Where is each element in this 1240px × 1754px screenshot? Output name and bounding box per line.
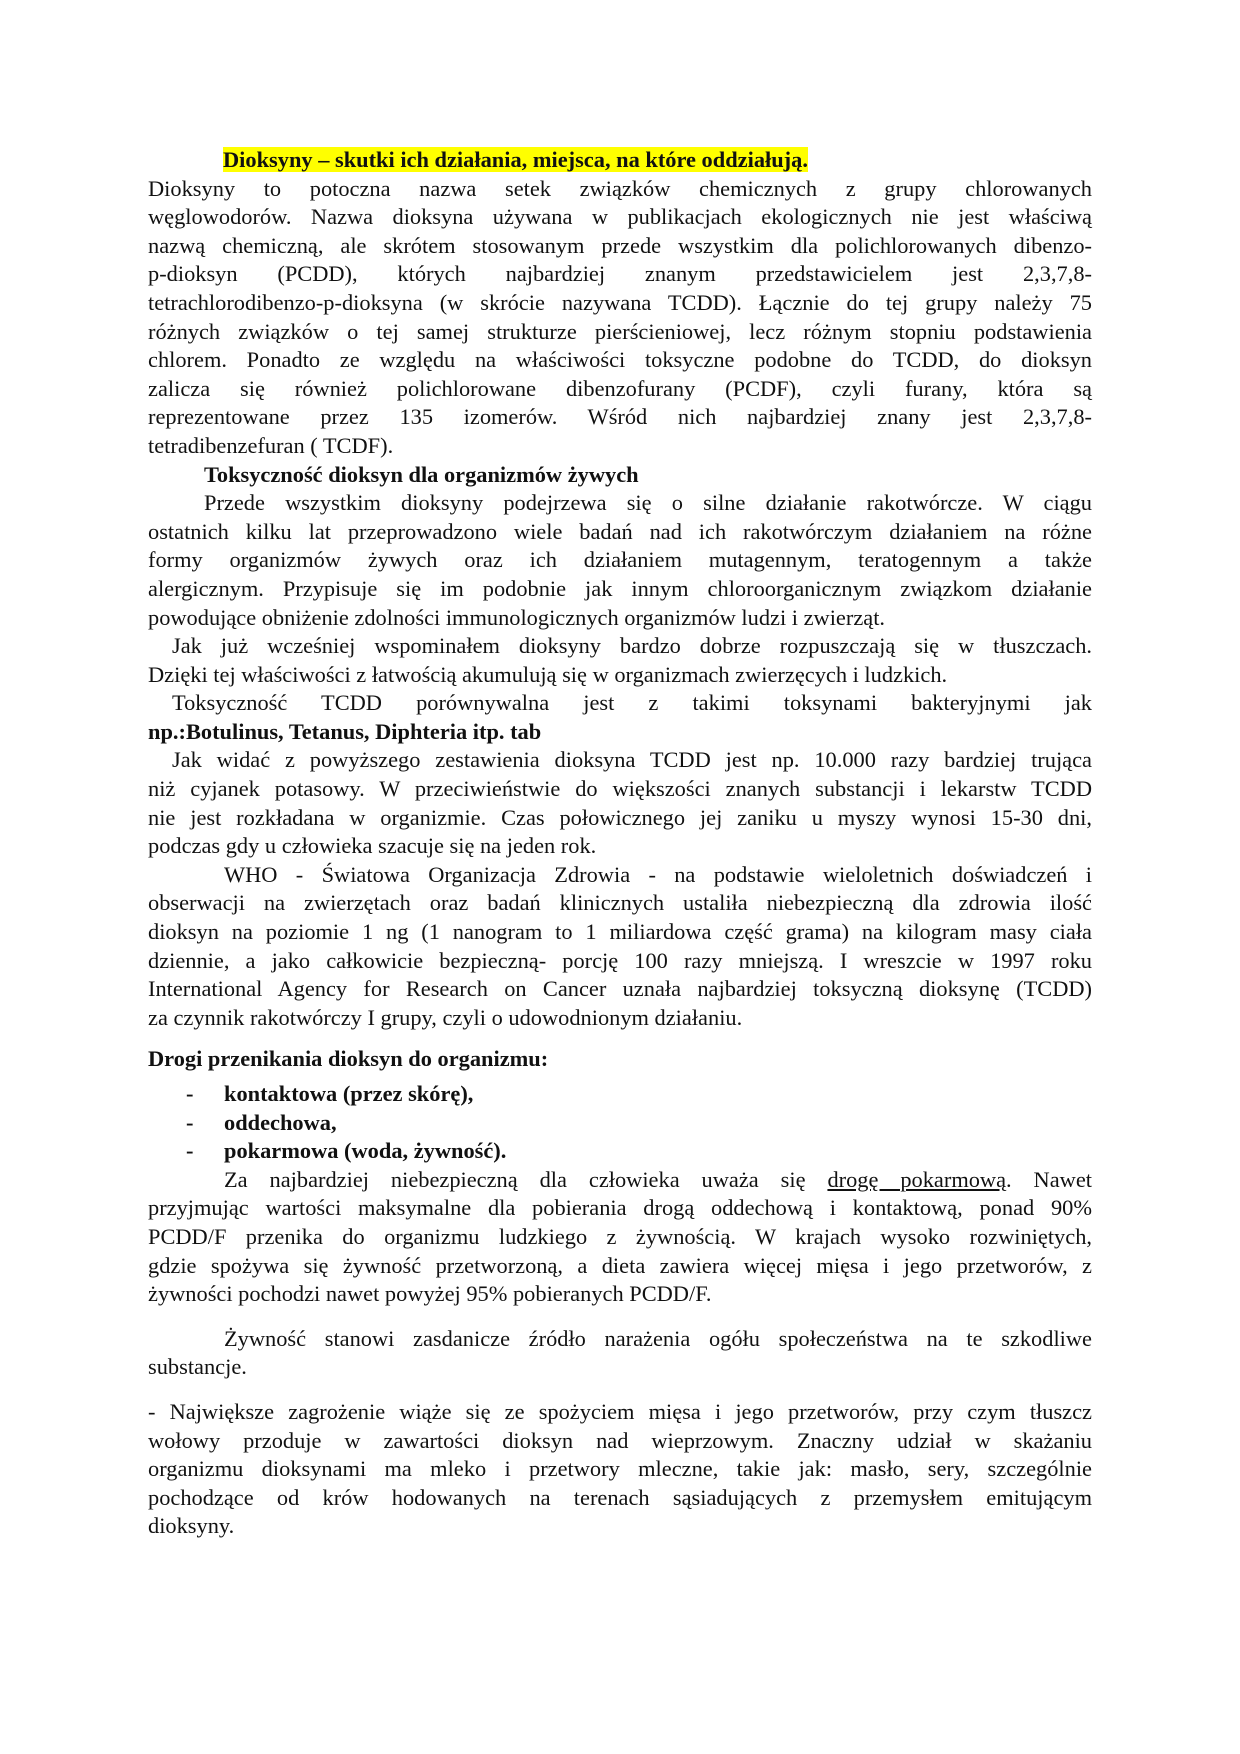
text-line: wołowy przoduje w zawartości dioksyn nad wieprzowym. Znaczny udział w skażaniu xyxy=(148,1427,1092,1453)
text-line: za czynnik rakotwórczy I grupy, czyli o udowodnionym działaniu. xyxy=(148,1004,743,1030)
underlined-term: drogę pokarmową xyxy=(827,1166,1007,1192)
text-line: Jak widać z powyższego zestawienia dioksyna TCDD jest np. 10.000 razy bardziej trująca xyxy=(172,747,1092,773)
text-fragment: . Nawet xyxy=(1006,1166,1092,1192)
document-title xyxy=(223,146,1092,175)
paragraph-food-route xyxy=(148,1166,1092,1309)
paragraph-intro xyxy=(148,175,1092,461)
list-item-text: kontaktowa (przez skórę), xyxy=(224,1081,474,1106)
text-line xyxy=(148,1166,1092,1195)
text-line: zalicza się również polichlorowane dibenzofurany (PCDF), czyli furany, która są xyxy=(148,375,1092,401)
bullet-dash: - xyxy=(186,1138,194,1164)
text-line: Jak już wcześniej wspominałem dioksyny bardzo dobrze rozpuszczają się w tłuszczach. xyxy=(172,633,1092,659)
text-line: gdzie spożywa się żywność przetworzoną, a dieta zawiera więcej mięsa i jego przetworów, z xyxy=(148,1252,1092,1278)
text-line: formy organizmów żywych oraz ich działaniem mutagennym, teratogennym a także xyxy=(148,547,1092,573)
text-line: tetradibenzefuran ( TCDF). xyxy=(148,432,394,458)
text-line: dioksyny. xyxy=(148,1513,235,1539)
text-line: ostatnich kilku lat przeprowadzono wiele badań nad ich rakotwórczym działaniem na różne xyxy=(148,518,1092,544)
paragraph-who xyxy=(148,861,1092,1033)
paragraph-fats xyxy=(148,632,1092,689)
paragraph-tcdd xyxy=(148,746,1092,860)
text-line: organizmu dioksynami ma mleko i przetwory mleczne, takie jak: masło, sery, szczególnie xyxy=(148,1456,1092,1482)
text-line: dioksyn na poziomie 1 ng (1 nanogram to 1 miliardowa część grama) na kilogram masy ciała xyxy=(148,919,1092,945)
text-line: Żywność stanowi zasdanicze źródło narażenia ogółu społeczeństwa na te szkodliwe xyxy=(224,1325,1092,1351)
text-line: niż cyjanek potasowy. W przeciwieństwie do większości znanych substancji i lekarstw TCDD xyxy=(148,776,1092,802)
spacer xyxy=(148,1032,1092,1045)
text-line: powodujące obniżenie zdolności immunologicznych organizmów ludzi i zwierząt. xyxy=(148,604,886,630)
list-item xyxy=(148,1137,1092,1166)
text-line: dziennie, a jako całkowicie bezpieczną- porcję 100 razy mniejszą. I wreszcie w 1997 roku xyxy=(148,947,1092,973)
title-highlight: Dioksyny – skutki ich działania, miejsca, na które oddziałują. xyxy=(223,147,808,172)
text-line: Toksyczność TCDD porównywalna jest z takimi toksynami bakteryjnymi jak xyxy=(172,690,1092,716)
text-line: różnych związków o tej samej strukturze pierścieniowej, lecz różnym stopniu podstawienia xyxy=(148,318,1092,344)
text-line: przyjmując wartości maksymalne dla pobierania drogą oddechową i kontaktową, ponad 90% xyxy=(148,1195,1092,1221)
text-line: reprezentowane przez 135 izomerów. Wśród nich najbardziej znany jest 2,3,7,8- xyxy=(148,404,1092,430)
paragraph-food-source xyxy=(148,1325,1092,1382)
text-line: pochodzące od krów hodowanych na terenach sąsiadujących z przemysłem emitującym xyxy=(148,1484,1092,1510)
text-line: p-dioksyn (PCDD), których najbardziej znanym przedstawicielem jest 2,3,7,8- xyxy=(148,261,1092,287)
bullet-dash: - xyxy=(186,1081,194,1106)
text-line: Przede wszystkim dioksyny podejrzewa się o silne działanie rakotwórcze. W ciągu xyxy=(204,490,1092,516)
text-line: tetrachlorodibenzo-p-dioksyna (w skrócie nazywana TCDD). Łącznie do tej grupy należy 75 xyxy=(148,289,1092,315)
list-item xyxy=(148,1109,1092,1138)
spacer xyxy=(148,1309,1092,1325)
text-line: nazwą chemiczną, ale skrótem stosowanym przede wszystkim dla polichlorowanych dibenzo- xyxy=(148,232,1092,258)
text-line: Dioksyny to potoczna nazwa setek związków chemicznych z grupy chlorowanych xyxy=(148,175,1092,201)
routes-list xyxy=(148,1080,1092,1166)
section-heading-routes: Drogi przenikania dioksyn do organizmu: xyxy=(148,1046,549,1072)
text-line: alergicznym. Przypisuje się im podobnie jak innym chloroorganicznym związkom działanie xyxy=(148,575,1092,601)
text-line: chlorem. Ponadto ze względu na właściwości toksyczne podobne do TCDD, do dioksyn xyxy=(148,347,1092,373)
bullet-dash: - xyxy=(186,1109,194,1135)
text-line: np.:Botulinus, Tetanus, Diphteria itp. tab xyxy=(148,718,542,744)
text-line: węglowodorów. Nazwa dioksyna używana w publikacjach ekologicznych nie jest właściwą xyxy=(148,204,1092,230)
paragraph-meat xyxy=(148,1398,1092,1541)
spacer xyxy=(148,1382,1092,1398)
text-line: podczas gdy u człowieka szacuje się na jeden rok. xyxy=(148,833,597,859)
text-line: obserwacji na zwierzętach oraz badań klinicznych ustaliła niebezpieczną dla zdrowia ilość xyxy=(148,890,1092,916)
section-heading-toxicity: Toksyczność dioksyn dla organizmów żywych xyxy=(204,461,639,487)
paragraph-comparison xyxy=(148,689,1092,746)
text-line: nie jest rozkładana w organizmie. Czas połowicznego jej zaniku u myszy wynosi 15-30 dni, xyxy=(148,804,1092,830)
text-line: PCDD/F przenika do organizmu ludzkiego z żywnością. W krajach wysoko rozwiniętych, xyxy=(148,1223,1092,1249)
paragraph-toxicity xyxy=(148,489,1092,632)
text-line: International Agency for Research on Cancer uznała najbardziej toksyczną dioksynę (TCDD) xyxy=(148,976,1092,1002)
text-line: żywności pochodzi nawet powyżej 95% pobieranych PCDD/F. xyxy=(148,1281,712,1307)
document-page xyxy=(148,146,1092,1541)
text-line: WHO - Światowa Organizacja Zdrowia - na podstawie wieloletnich doświadczeń i xyxy=(224,861,1092,887)
text-line: Dzięki tej właściwości z łatwością akumulują się w organizmach zwierzęcych i ludzkich. xyxy=(148,661,948,687)
text-line: - Największe zagrożenie wiąże się ze spożyciem mięsa i jego przetworów, przy czym tłuszcz xyxy=(148,1398,1092,1424)
list-item-text: pokarmowa (woda, żywność). xyxy=(224,1138,507,1164)
text-fragment: Za najbardziej niebezpieczną dla człowieka uważa się xyxy=(224,1166,806,1192)
text-line: substancje. xyxy=(148,1354,247,1380)
list-item xyxy=(148,1080,1092,1109)
list-item-text: oddechowa, xyxy=(224,1109,337,1135)
